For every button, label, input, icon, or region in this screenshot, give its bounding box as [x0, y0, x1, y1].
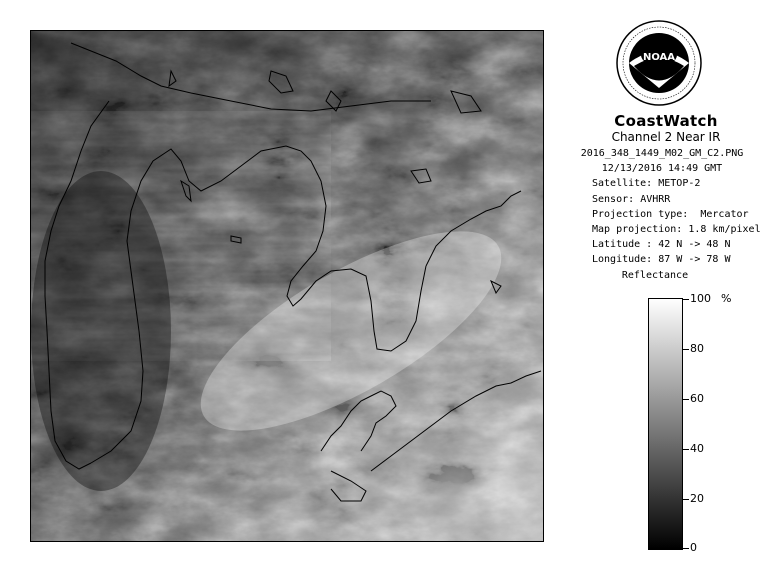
- colorbar-unit: %: [721, 292, 732, 305]
- image-metadata: [580, 146, 761, 268]
- colorbar-tick: [683, 499, 689, 500]
- noaa-logo: [616, 20, 702, 106]
- colorbar-tick: [683, 299, 689, 300]
- colorbar-tick-label: 60: [690, 392, 704, 405]
- meta-row-satellite: Satellite: METOP-2: [592, 178, 701, 190]
- datetime: 12/13/2016 14:49 GMT: [601, 163, 723, 175]
- colorbar-tick-label: 20: [690, 492, 704, 505]
- noaa-logo-text: NOAA: [642, 52, 676, 63]
- meta-row-latitude: Latitude : 42 N -> 48 N: [592, 239, 731, 251]
- reflectance-colorbar: [648, 298, 683, 550]
- colorbar-tick-label: 100: [690, 292, 711, 305]
- channel-label: Channel 2 Near IR: [611, 130, 721, 144]
- noaa-logo-graphic: [616, 20, 702, 106]
- lake-michigan-dark-water: [31, 171, 171, 491]
- meta-row-longitude: Longitude: 87 W -> 78 W: [592, 254, 731, 266]
- colorbar-tick-label: 80: [690, 342, 704, 355]
- colorbar-tick-label: 0: [690, 541, 697, 554]
- satellite-image-map: [30, 30, 544, 542]
- brand-title: CoastWatch: [614, 112, 718, 130]
- colorbar-tick: [683, 399, 689, 400]
- meta-row-map-projection: Map projection: 1.8 km/pixel: [592, 223, 761, 235]
- colorbar-title: Reflectance: [621, 270, 689, 281]
- map-canvas: [31, 31, 544, 542]
- meta-row-projection-type: Projection type: Mercator: [592, 208, 749, 220]
- filename: 2016_348_1449_M02_GM_C2.PNG: [580, 148, 744, 159]
- colorbar-tick: [683, 548, 689, 549]
- colorbar-tick: [683, 349, 689, 350]
- meta-row-sensor: Sensor: AVHRR: [592, 193, 671, 205]
- colorbar-tick: [683, 449, 689, 450]
- colorbar-tick-label: 40: [690, 442, 704, 455]
